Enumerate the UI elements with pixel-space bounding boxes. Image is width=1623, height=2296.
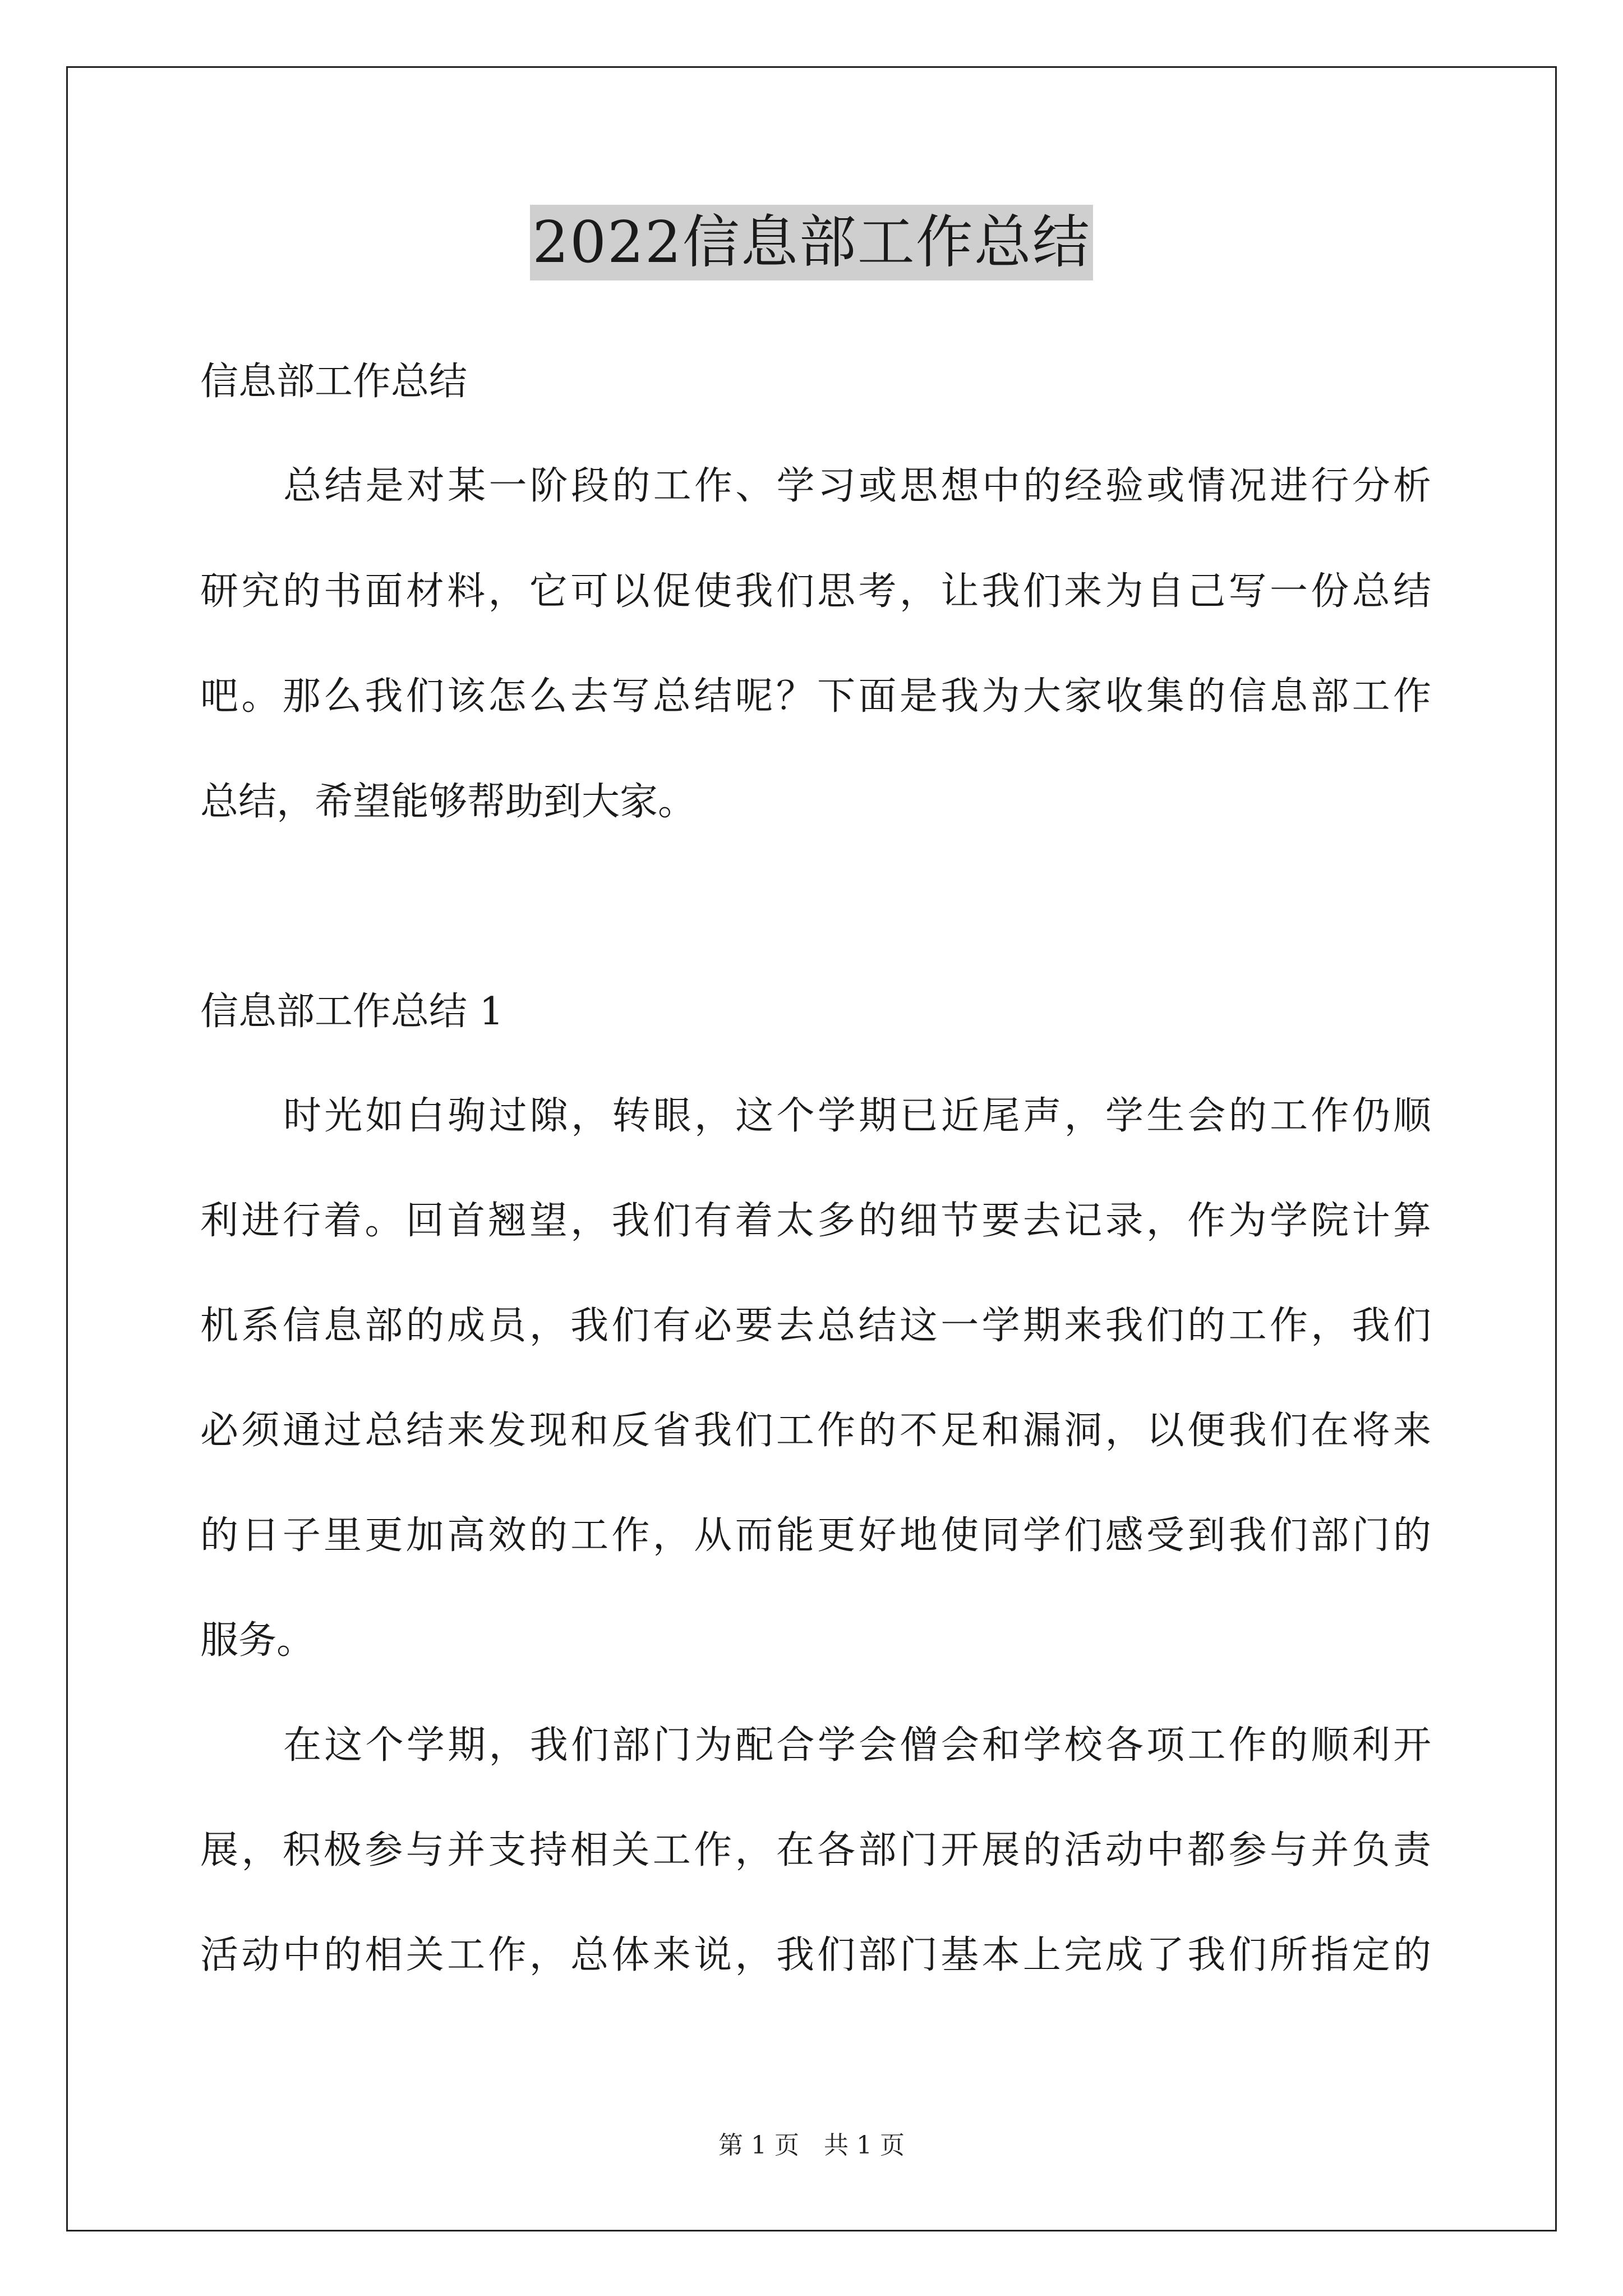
title-container bbox=[0, 205, 1623, 280]
paragraph-line: 的日子里更加高效的工作，从而能更好地使同学们感受到我们部门的 bbox=[200, 1513, 1431, 1558]
paragraph-line: 利进行着。回首翘望，我们有着太多的细节要去记录，作为学院计算 bbox=[200, 1199, 1431, 1243]
intro-line: 总结，希望能够帮助到大家。 bbox=[200, 780, 697, 824]
paragraph-line: 活动中的相关工作，总体来说，我们部门基本上完成了我们所指定的 bbox=[200, 1933, 1431, 1977]
paragraph-line: 必须通过总结来发现和反省我们工作的不足和漏洞，以便我们在将来 bbox=[200, 1409, 1431, 1453]
paragraph-line: 服务。 bbox=[200, 1618, 315, 1663]
document-title: 2022信息部工作总结 bbox=[530, 205, 1093, 280]
intro-line: 总结是对某一阶段的工作、学习或思想中的经验或情况进行分析 bbox=[283, 464, 1431, 508]
section-heading: 信息部工作总结 1 bbox=[200, 990, 504, 1034]
paragraph-line: 展，积极参与并支持相关工作，在各部门开展的活动中都参与并负责 bbox=[200, 1828, 1431, 1872]
intro-line: 研究的书面材料，它可以促使我们思考，让我们来为自己写一份总结 bbox=[200, 569, 1431, 614]
intro-line: 吧。那么我们该怎么去写总结呢？下面是我为大家收集的信息部工作 bbox=[200, 674, 1431, 719]
section-heading: 信息部工作总结 bbox=[200, 360, 468, 404]
paragraph-line: 机系信息部的成员，我们有必要去总结这一学期来我们的工作，我们 bbox=[200, 1304, 1431, 1348]
paragraph-line: 在这个学期，我们部门为配合学会僧会和学校各项工作的顺利开 bbox=[283, 1723, 1431, 1768]
page-footer: 第 1 页 共 1 页 bbox=[718, 2131, 905, 2160]
paragraph-line: 时光如白驹过隙，转眼，这个学期已近尾声，学生会的工作仍顺 bbox=[283, 1094, 1431, 1138]
